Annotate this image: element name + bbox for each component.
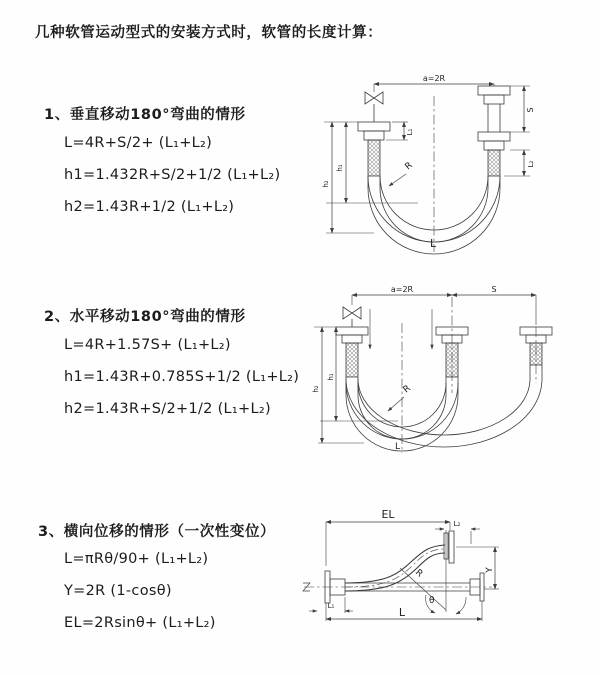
dim-label-h1: h₁: [327, 373, 335, 381]
dim-label-h2: h₂: [322, 180, 330, 188]
valve-icon: [343, 307, 361, 319]
section-3-formula-Y: Y=2R (1-cosθ): [64, 583, 172, 599]
dim-label-a2r: a=2R: [390, 285, 414, 294]
dim-label-l2: L₂: [527, 160, 535, 168]
dim-label-y: Y: [485, 567, 495, 573]
dim-label-h1: h₁: [336, 164, 344, 172]
section-3-formula-EL: EL=2Rsinθ+ (L₁+L₂): [64, 615, 216, 631]
dim-label-s: S: [526, 107, 535, 113]
dim-label-l1: L₁: [406, 128, 414, 136]
lateral-displacement-diagram: [296, 500, 596, 650]
dim-label-s: S: [491, 285, 497, 294]
page-title: 几种软管运动型式的安装方式时，软管的长度计算：: [35, 25, 383, 41]
dim-label-el: EL: [381, 508, 395, 521]
section-1-heading: 1、垂直移动180°弯曲的情形: [44, 107, 246, 123]
dim-label-l2: L₂: [453, 520, 461, 528]
dim-label-r: R: [403, 160, 415, 173]
dim-label-theta: θ: [429, 596, 435, 606]
dim-label-l: L: [430, 237, 437, 250]
section-3-heading: 3、横向位移的情形（一次性变位）: [38, 524, 276, 540]
vertical-180-bend-diagram: [312, 70, 584, 255]
section-3-formula-L: L=πRθ/90+ (L₁+L₂): [64, 551, 209, 567]
dim-label-r: R: [401, 383, 413, 396]
dim-label-h2: h₂: [312, 385, 320, 393]
horizontal-180-bend-diagram: [306, 283, 590, 455]
dim-label-l: L: [398, 606, 406, 619]
section-2-formula-h2: h2=1.43R+S/2+1/2 (L₁+L₂): [64, 401, 271, 417]
section-2-heading: 2、水平移动180°弯曲的情形: [44, 309, 246, 325]
section-1-formula-h2: h2=1.43R+1/2 (L₁+L₂): [64, 199, 235, 215]
dim-label-r: R: [412, 567, 425, 580]
section-2-formula-h1: h1=1.43R+0.785S+1/2 (L₁+L₂): [64, 369, 300, 385]
valve-icon: [365, 92, 383, 104]
dim-label-l1: L₁: [327, 602, 335, 610]
section-1-formula-h1: h1=1.432R+S/2+1/2 (L₁+L₂): [64, 167, 281, 183]
dim-label-l: L: [395, 442, 401, 452]
section-2-formula-L: L=4R+1.57S+ (L₁+L₂): [64, 337, 231, 353]
section-1-formula-L: L=4R+S/2+ (L₁+L₂): [64, 135, 213, 151]
dim-label-a2r: a=2R: [422, 74, 446, 83]
